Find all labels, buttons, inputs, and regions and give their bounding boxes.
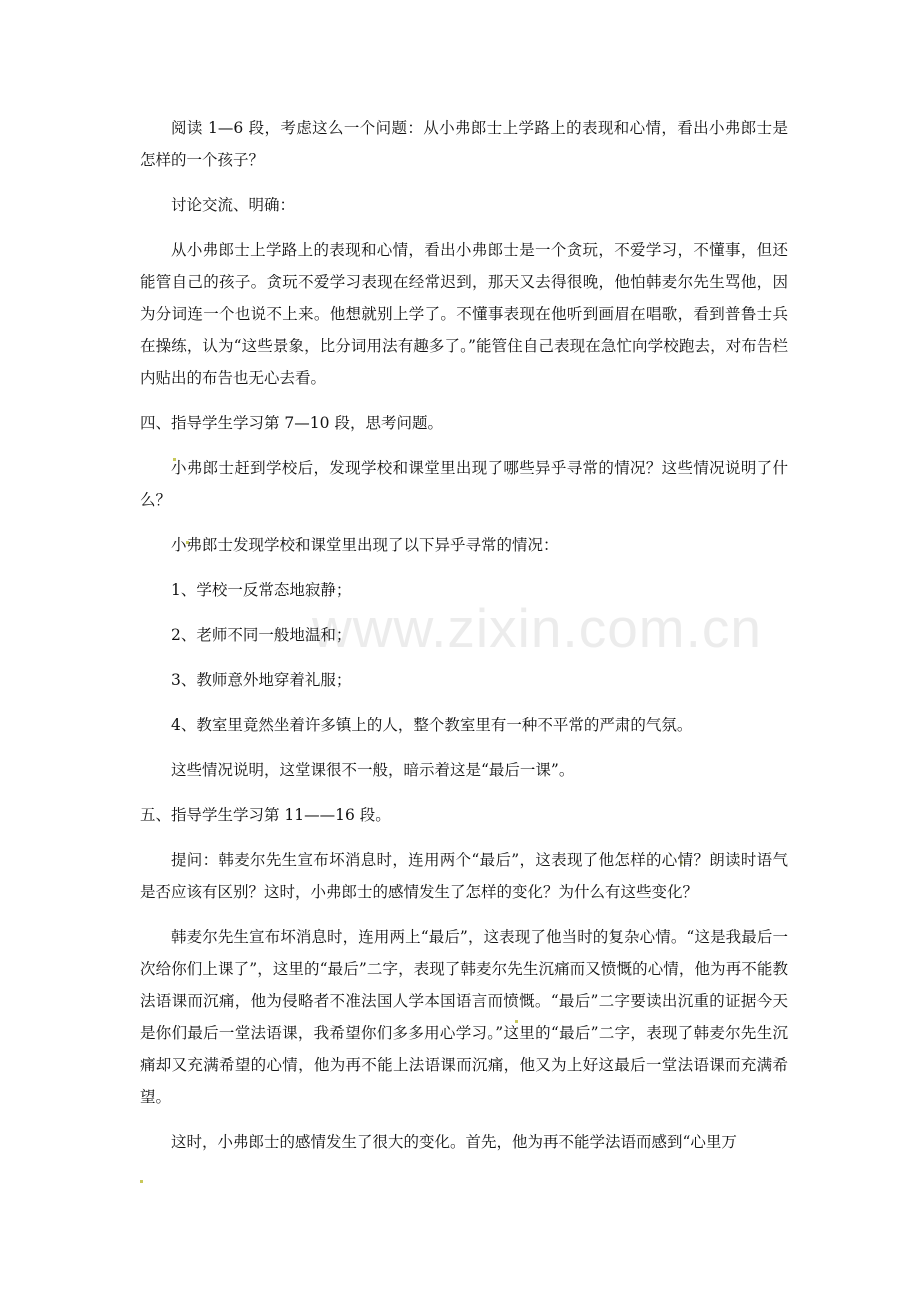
artifact-dot [140,1180,143,1183]
list-item-2: 2、老师不同一般地温和； [171,626,352,644]
paragraph-answer-3: 韩麦尔先生宣布坏消息时，连用两上“最后”，这表现了他当时的复杂心情。“这是我最后一次给你们上课了”，这里的“最后”二字，表现了韩麦尔先生沉痛而又愤慨的心情，他为再不能教法语课而沉痛，他为侵略者不准法国人学本国语言而愤慨。“最后”二字要读出沉重的证据今天是你们最后一堂法语课，我希望你们多多用心学习。”这里的“最后”二字，表现了韩麦尔先生沉痛却又充满希望的心情，他为再不能上法语课而沉痛，他又为上好这最后一堂法语课而充满希望。 [140,928,788,1106]
paragraph-continuation: 这时，小弗郎士的感情发生了很大的变化。首先，他为再不能学法语而感到“心里万 [171,1133,737,1151]
section-heading-4: 四、指导学生学习第 7—10 段，思考问题。 [140,414,443,432]
paragraph-question-3: 提问：韩麦尔先生宣布坏消息时，连用两个“最后”，这表现了他怎样的心情？朗读时语气是否应该有区别？这时，小弗郎士的感情发生了怎样的变化？为什么有这些变化？ [140,851,788,901]
paragraph-question-2: 小弗郎士赶到学校后，发现学校和课堂里出现了哪些异乎寻常的情况？这些情况说明了什么？ [140,459,788,509]
document-body [140,112,788,1171]
paragraph-answer-1: 从小弗郎士上学路上的表现和心情，看出小弗郎士是一个贪玩，不爱学习，不懂事，但还能管自己的孩子。贪玩不爱学习表现在经常迟到，那天又去得很晚，他怕韩麦尔先生骂他，因为分词连一个也说不上来。他想就别上学了。不懂事表现在他听到画眉在唱歌，看到普鲁士兵在操练，认为“这些景象，比分词用法有趣多了。”能管住自己表现在急忙向学校跑去，对布告栏内贴出的布告也无心去看。 [140,241,788,387]
paragraph-discussion: 讨论交流、明确： [171,196,296,214]
list-item-1: 1、学校一反常态地寂静； [171,581,352,599]
paragraph-conclusion-2: 这些情况说明，这堂课很不一般，暗示着这是“最后一课”。 [171,761,575,779]
list-item-4: 4、教室里竟然坐着许多镇上的人，整个教室里有一种不平常的严肃的气氛。 [171,716,693,734]
section-heading-5: 五、指导学生学习第 11——16 段。 [140,806,391,824]
watermark: www.zixin.com.cn [312,597,762,659]
paragraph-answer-2-intro: 小弗郎士发现学校和课堂里出现了以下异乎寻常的情况： [171,536,559,554]
list-item-3: 3、教师意外地穿着礼服； [171,671,352,689]
paragraph-question-1: 阅读 1—6 段，考虑这么一个问题：从小弗郎士上学路上的表现和心情，看出小弗郎士是怎样的一个孩子？ [140,119,788,169]
